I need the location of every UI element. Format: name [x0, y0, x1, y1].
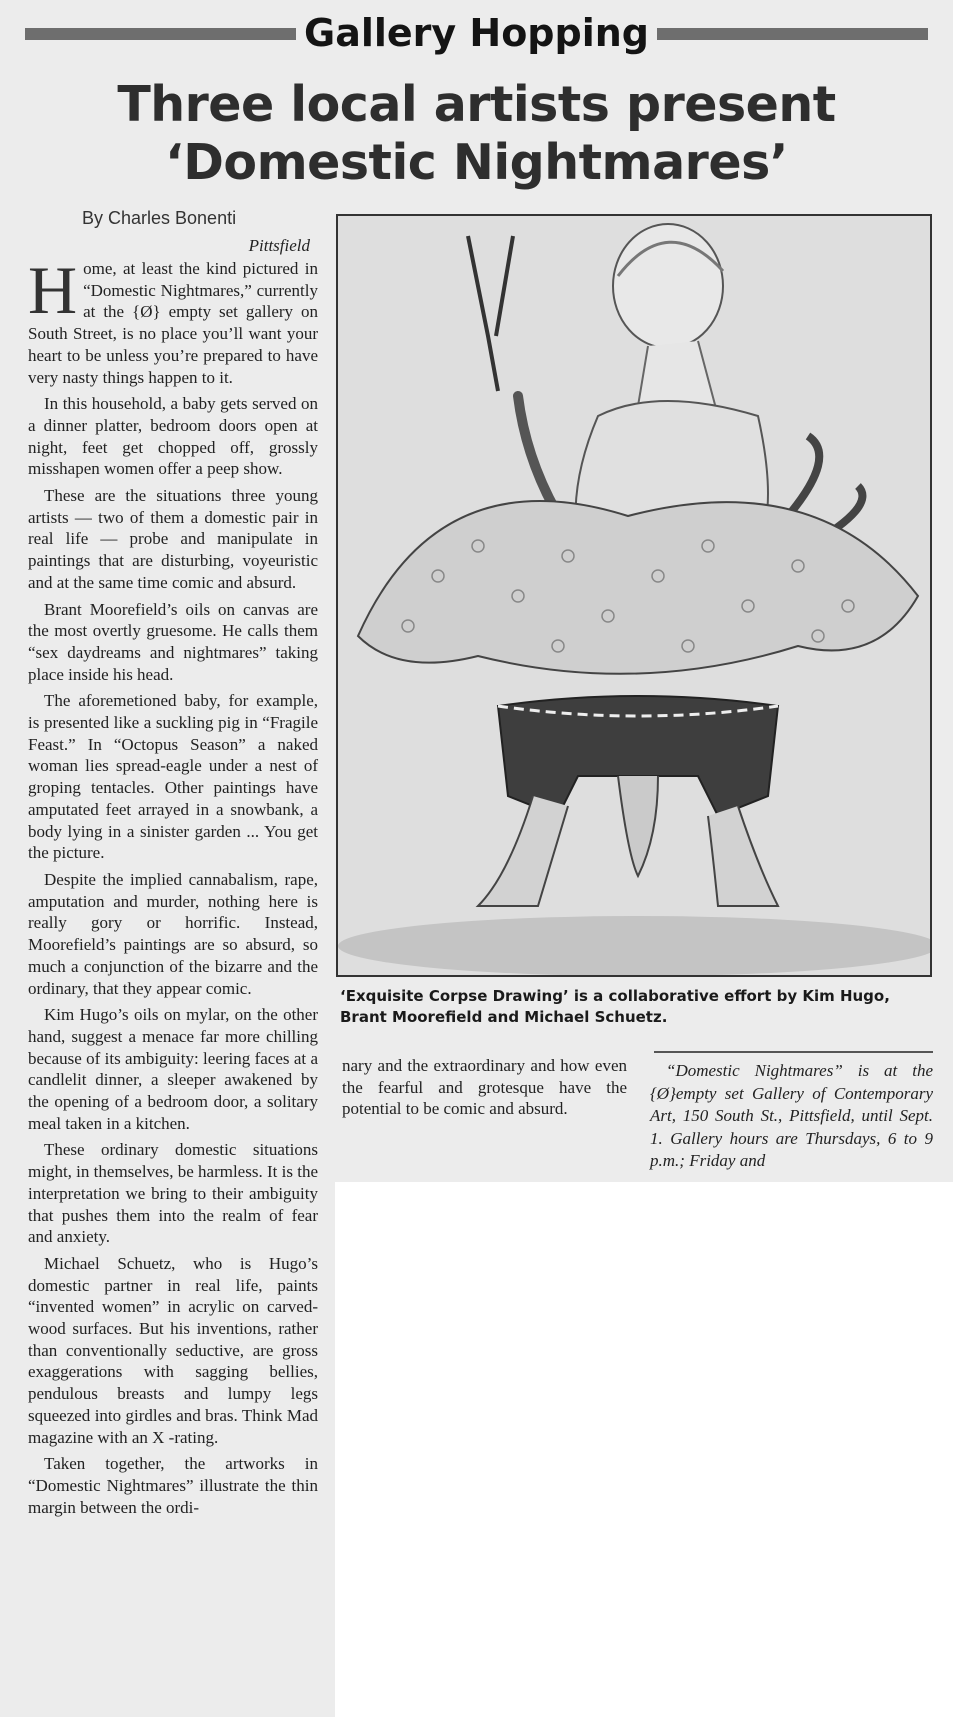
- dateline: Pittsfield: [248, 236, 310, 255]
- section-title-text: Gallery Hopping: [296, 11, 657, 55]
- paragraph: Brant Moorefield’s oils on canvas are the most overtly gruesome. He calls them “sex daydreams and nightmares” taking place inside his head.: [28, 599, 318, 684]
- paragraph: Despite the implied cannabalism, rape, amputation and murder, nothing here is really gory or horrific. Instead, Moorefield’s paintings are so absurd, so much a conjunction of the bizarre and the ordinary, that they appear comic.: [28, 869, 318, 998]
- headline-line-1: Three local artists present: [117, 76, 836, 133]
- exhibit-info-text: “Domestic Nightmares” is at the {Ø}empty set Gallery of Contemporary Art, 150 South St., Pittsfield, until Sept. 1. Gallery hours are Thursdays, 6 to 9 p.m.; Friday and: [650, 1061, 933, 1170]
- paragraph: The aforemetioned baby, for example, is presented like a suckling pig in “Fragile Feast.” In “Octopus Season” a naked woman lies spread-eagle under a nest of groping tentacles. Other paintings have amputated feet arrayed in a snowbank, a body lying in a sinister garden ... You get the picture.: [28, 691, 318, 863]
- article-column-1: [28, 252, 318, 1523]
- headline: [20, 76, 933, 192]
- paragraph: In this household, a baby gets served on a dinner platter, bedroom doors open at night, feet get chopped off, grossly misshapen women offer a peep show.: [28, 394, 318, 479]
- section-title: [0, 10, 953, 56]
- article-column-2: [342, 1055, 627, 1125]
- artwork-photo: [336, 214, 932, 977]
- paragraph: These are the situations three young artists — two of them a domestic pair in real life — probe and manipulate in paintings that are disturbing, voyeuristic and at the same time comic and absurd.: [28, 486, 318, 592]
- byline: By Charles Bonenti: [82, 208, 237, 228]
- exquisite-corpse-drawing: [338, 216, 930, 975]
- headline-line-2: ‘Domestic Nightmares’: [165, 134, 788, 191]
- paragraph: [28, 252, 318, 388]
- infobox-rule: [654, 1051, 933, 1053]
- paragraph-text: ome, at least the kind pictured in “Domestic Nightmares,” currently at the {Ø} empty set gallery on South Street, is no place you’ll want your heart to be unless you’re prepared to have very nasty things happen to it.: [28, 259, 318, 387]
- paragraph: Taken together, the artworks in “Domestic Nightmares” illustrate the thin margin between the ordi-: [28, 1454, 318, 1517]
- paragraph: Kim Hugo’s oils on mylar, on the other hand, suggest a menace far more chilling because of its ambiguity: leering faces at a candlelit dinner, a sleeper awakened by the opening of a bedroom door, a solitary meal taken in a kitchen.: [28, 1005, 318, 1133]
- drop-cap: H: [28, 252, 78, 328]
- photo-caption: ‘Exquisite Corpse Drawing’ is a collaborative effort by Kim Hugo, Brant Moorefield and Michael Schuetz.: [340, 987, 890, 1026]
- paragraph: nary and the extraordinary and how even the fearful and grotesque have the potential to be comic and absurd.: [342, 1056, 627, 1119]
- paragraph: Michael Schuetz, who is Hugo’s domestic partner in real life, paints “invented women” in acrylic on carved-wood surfaces. But his inventions, rather than conventionally seductive, are gross exaggerations with sagging bellies, pendulous breasts and lumpy legs squeezed into girdles and bras. Think Mad magazine with an X -rating.: [28, 1253, 318, 1447]
- paragraph: These ordinary domestic situations might, in themselves, be harmless. It is the interpretation we bring to their ambiguity that pushes them into the realm of fear and anxiety.: [28, 1140, 318, 1247]
- exhibit-info-box: [650, 1060, 933, 1178]
